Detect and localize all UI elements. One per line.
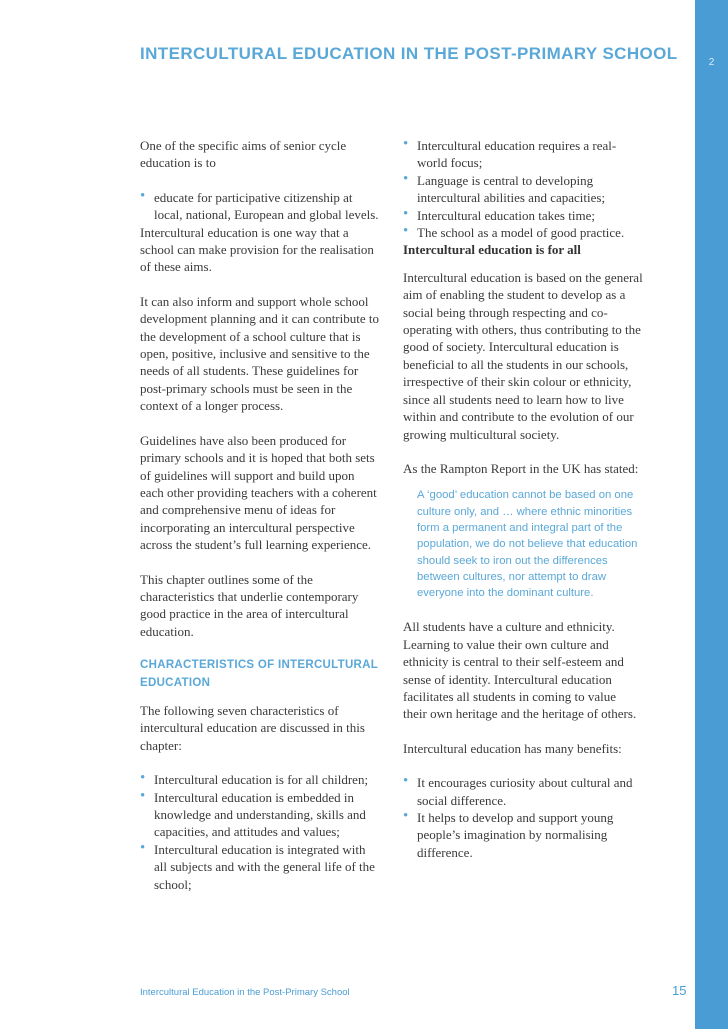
list-item: • educate for participative citizenship at local, national, European and global levels.: [140, 189, 380, 224]
benefits-paragraph: Intercultural education has many benefits:: [403, 740, 622, 756]
seven-characteristics-paragraph: The following seven characteristics of intercultural education are discussed in this chapter:: [140, 702, 365, 753]
aims-list: [140, 189, 380, 224]
list-item: • It encourages curiosity about cultural and social difference.: [403, 774, 643, 809]
provision-paragraph: Intercultural education is one way that a school can make provision for the realisation of these aims.: [140, 224, 374, 275]
list-item: • Language is central to developing intercultural abilities and capacities;: [403, 172, 643, 207]
chapter-outline-paragraph: This chapter outlines some of the characteristics that underlie contemporary good practice in the area of intercultural education.: [140, 571, 359, 639]
page-header-title: INTERCULTURAL EDUCATION IN THE POST-PRIMARY SCHOOL: [140, 44, 678, 63]
rampton-quote: A ‘good’ education cannot be based on one culture only, and … where ethnic minorities form a permanent and integral part of the population, we do not believe that education should seek to iron out the differences between cultures, nor attempt to draw everyone into the dominant culture.: [417, 489, 638, 600]
intro-paragraph: One of the specific aims of senior cycle education is to: [140, 138, 347, 171]
list-item: • Intercultural education is embedded in knowledge and understanding, skills and capacities, and attitudes and values;: [140, 789, 380, 841]
page-number: 15: [672, 983, 687, 998]
left-column: [140, 137, 380, 893]
chapter-side-tab: [695, 0, 728, 1029]
benefits-list: [403, 774, 643, 861]
subheading: Intercultural education is for all: [403, 242, 581, 258]
list-item: • Intercultural education is integrated with all subjects and with the general life of the school;: [140, 841, 380, 893]
characteristics-list: [140, 771, 380, 893]
list-item: • It helps to develop and support young people’s imagination by normalising difference.: [403, 809, 643, 861]
list-item: • The school as a model of good practice.: [403, 224, 643, 241]
section-heading: CHARACTERISTICS OF INTERCULTURAL EDUCATION: [140, 659, 378, 689]
rampton-paragraph: As the Rampton Report in the UK has stated:: [403, 460, 639, 476]
chapter-number: 2: [708, 57, 715, 68]
list-item: • Intercultural education takes time;: [403, 207, 643, 224]
right-column: [403, 137, 643, 861]
culture-paragraph: All students have a culture and ethnicity. Learning to value their own culture and ethnicity is central to their self-esteem and sense of identity. Intercultural education facilitates all students in coming to value their own heritage and the heritage of others.: [403, 619, 637, 722]
list-item: • Intercultural education is for all children;: [140, 771, 380, 788]
characteristics-list-continued: [403, 137, 643, 241]
list-item: • Intercultural education requires a real-world focus;: [403, 137, 643, 172]
footer-publication-title: Intercultural Education in the Post-Primary School: [140, 987, 350, 998]
guidelines-paragraph: Guidelines have also been produced for primary schools and it is hoped that both sets of guidelines will support and build upon each other providing teachers with a coherent and comprehensive menu of ideas for incorporating an intercultural perspective across the student’s full learning experience.: [140, 432, 377, 553]
inform-paragraph: It can also inform and support whole school development planning and it can contribute to the development of a school culture that is open, positive, inclusive and sensitive to the needs of all students. These guidelines for post-primary schools must be seen in the context of a longer process.: [140, 293, 379, 414]
based-paragraph: Intercultural education is based on the general aim of enabling the student to develop as a social being through respecting and co-operating with others, thus contributing to the good of society. Intercultural education is beneficial to all the students in our schools, irrespective of their skin colour or ethnicity, since all students need to learn how to live within and contribute to the evolution of our growing multicultural society.: [403, 269, 643, 442]
